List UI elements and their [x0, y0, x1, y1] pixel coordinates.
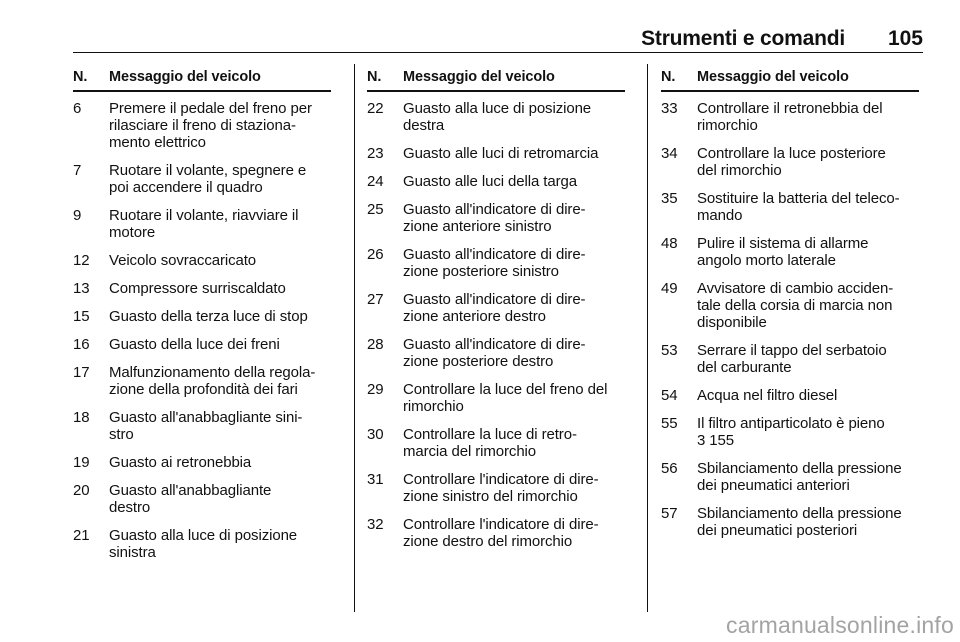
header-message: Messaggio del veicolo — [697, 69, 849, 85]
message-line: Guasto all'indicatore di dire- — [403, 291, 586, 308]
list-item — [661, 100, 919, 134]
message-number: 20 — [73, 482, 90, 499]
message-number: 18 — [73, 409, 90, 426]
column-divider — [647, 64, 648, 612]
message-line: zione posteriore sinistro — [403, 263, 559, 280]
column-header — [367, 68, 625, 92]
message-number: 6 — [73, 100, 82, 117]
message-line: zione destro del rimorchio — [403, 533, 573, 550]
message-number: 17 — [73, 364, 90, 381]
list-item — [661, 145, 919, 179]
message-number: 9 — [73, 207, 82, 224]
message-line: Controllare il retronebbia del — [697, 100, 883, 117]
message-line: Guasto ai retronebbia — [109, 454, 252, 471]
message-line: Compressore surriscaldato — [109, 280, 286, 297]
message-line: Guasto della luce dei freni — [109, 336, 280, 353]
message-line: Guasto della terza luce di stop — [109, 308, 308, 325]
message-line: Guasto all'indicatore di dire- — [403, 246, 586, 263]
message-text — [697, 280, 919, 331]
message-line: Guasto all'indicatore di dire- — [403, 336, 586, 353]
header-number: N. — [367, 69, 382, 85]
message-line: Ruotare il volante, spegnere e — [109, 162, 307, 179]
message-number: 13 — [73, 280, 90, 297]
message-number: 53 — [661, 342, 678, 359]
message-line: motore — [109, 224, 156, 241]
header-message: Messaggio del veicolo — [403, 69, 555, 85]
message-text — [109, 409, 331, 443]
message-number: 57 — [661, 505, 678, 522]
message-text — [109, 336, 331, 353]
list-item — [73, 308, 331, 325]
message-text — [403, 471, 625, 505]
message-number: 26 — [367, 246, 384, 263]
message-line: Sbilanciamento della pressione — [697, 505, 902, 522]
message-number: 34 — [661, 145, 678, 162]
message-line: rimorchio — [403, 398, 464, 415]
message-number: 25 — [367, 201, 384, 218]
list-item — [367, 336, 625, 370]
message-text — [403, 381, 625, 415]
list-item — [73, 162, 331, 196]
message-text — [697, 387, 919, 404]
message-number: 28 — [367, 336, 384, 353]
message-column — [367, 68, 625, 561]
message-text — [109, 454, 331, 471]
message-number: 29 — [367, 381, 384, 398]
message-number: 56 — [661, 460, 678, 477]
message-text — [403, 201, 625, 235]
message-text — [109, 100, 331, 151]
message-number: 16 — [73, 336, 90, 353]
message-line: Ruotare il volante, riavviare il — [109, 207, 299, 224]
list-item — [73, 409, 331, 443]
message-line: angolo morto laterale — [697, 252, 836, 269]
message-line: Premere il pedale del freno per — [109, 100, 312, 117]
message-line: Controllare l'indicatore di dire- — [403, 516, 599, 533]
message-number: 15 — [73, 308, 90, 325]
message-line: Avvisatore di cambio acciden- — [697, 280, 894, 297]
list-item — [73, 364, 331, 398]
message-text — [403, 145, 625, 162]
message-text — [697, 145, 919, 179]
watermark: carmanualsonline.info — [726, 612, 954, 638]
message-line: del carburante — [697, 359, 792, 376]
message-line: Guasto alla luce di posizione — [109, 527, 298, 544]
message-line: Controllare la luce del freno del — [403, 381, 608, 398]
message-line: Controllare l'indicatore di dire- — [403, 471, 599, 488]
message-text — [109, 162, 331, 196]
message-line: zione della profondità dei fari — [109, 381, 298, 398]
message-line: Controllare la luce posteriore — [697, 145, 886, 162]
message-text — [697, 460, 919, 494]
list-item — [73, 280, 331, 297]
page-title: Strumenti e comandi — [641, 27, 845, 50]
message-line: zione posteriore destro — [403, 353, 554, 370]
message-text — [697, 505, 919, 539]
message-line: stro — [109, 426, 134, 443]
message-line: Sbilanciamento della pressione — [697, 460, 902, 477]
list-item — [367, 471, 625, 505]
message-line: del rimorchio — [697, 162, 782, 179]
message-number: 48 — [661, 235, 678, 252]
message-line: tale della corsia di marcia non — [697, 297, 893, 314]
message-line: Guasto all'indicatore di dire- — [403, 201, 586, 218]
message-text — [403, 336, 625, 370]
list-item — [661, 235, 919, 269]
list-item — [73, 100, 331, 151]
column-divider — [354, 64, 355, 612]
message-number: 33 — [661, 100, 678, 117]
list-item — [73, 454, 331, 471]
message-text — [697, 235, 919, 269]
message-line: marcia del rimorchio — [403, 443, 537, 460]
message-line: destro — [109, 499, 151, 516]
page-number: 105 — [887, 27, 923, 50]
message-text — [697, 100, 919, 134]
page-header — [73, 28, 923, 53]
list-item — [367, 201, 625, 235]
message-text — [109, 527, 331, 561]
list-item — [73, 527, 331, 561]
message-line: Il filtro antiparticolato è pieno — [697, 415, 885, 432]
list-item — [367, 173, 625, 190]
message-number: 32 — [367, 516, 384, 533]
message-line: Guasto alle luci di retromarcia — [403, 145, 599, 162]
message-line: destra — [403, 117, 445, 134]
list-item — [661, 280, 919, 331]
message-number: 12 — [73, 252, 90, 269]
list-item — [73, 482, 331, 516]
message-line: zione anteriore sinistro — [403, 218, 552, 235]
message-line: mando — [697, 207, 743, 224]
message-line: dei pneumatici posteriori — [697, 522, 858, 539]
message-line: mento elettrico — [109, 134, 206, 151]
message-text — [109, 364, 331, 398]
column-header — [73, 68, 331, 92]
message-line: rilasciare il freno di staziona- — [109, 117, 296, 134]
message-text — [697, 415, 919, 449]
message-list — [661, 100, 919, 539]
column-header — [661, 68, 919, 92]
message-line: zione sinistro del rimorchio — [403, 488, 578, 505]
list-item — [367, 426, 625, 460]
list-item — [661, 415, 919, 449]
message-text — [109, 482, 331, 516]
message-text — [109, 207, 331, 241]
message-line: Acqua nel filtro diesel — [697, 387, 838, 404]
list-item — [73, 207, 331, 241]
list-item — [661, 505, 919, 539]
message-line: Malfunzionamento della regola- — [109, 364, 316, 381]
message-line: zione anteriore destro — [403, 308, 546, 325]
list-item — [661, 342, 919, 376]
message-text — [109, 280, 331, 297]
message-line: Controllare la luce di retro- — [403, 426, 577, 443]
message-line: Pulire il sistema di allarme — [697, 235, 869, 252]
message-column — [73, 68, 331, 572]
list-item — [367, 100, 625, 134]
message-text — [403, 426, 625, 460]
message-line: 3 155 — [697, 432, 735, 449]
message-number: 54 — [661, 387, 678, 404]
message-number: 35 — [661, 190, 678, 207]
list-item — [661, 460, 919, 494]
message-number: 19 — [73, 454, 90, 471]
message-text — [403, 291, 625, 325]
message-number: 27 — [367, 291, 384, 308]
message-line: poi accendere il quadro — [109, 179, 263, 196]
message-number: 31 — [367, 471, 384, 488]
message-number: 24 — [367, 173, 384, 190]
list-item — [73, 336, 331, 353]
list-item — [367, 291, 625, 325]
message-line: Guasto alle luci della targa — [403, 173, 577, 190]
header-message: Messaggio del veicolo — [109, 69, 261, 85]
message-text — [403, 246, 625, 280]
list-item — [367, 145, 625, 162]
message-list — [73, 100, 331, 561]
list-item — [661, 387, 919, 404]
message-line: rimorchio — [697, 117, 758, 134]
message-line: Guasto all'anabbagliante sini- — [109, 409, 303, 426]
message-text — [697, 342, 919, 376]
message-number: 23 — [367, 145, 384, 162]
message-list — [367, 100, 625, 550]
message-line: Guasto all'anabbagliante — [109, 482, 272, 499]
message-text — [109, 252, 331, 269]
message-column — [661, 68, 919, 550]
list-item — [367, 381, 625, 415]
message-line: sinistra — [109, 544, 156, 561]
message-line: disponibile — [697, 314, 767, 331]
message-text — [109, 308, 331, 325]
header-number: N. — [661, 69, 676, 85]
message-text — [697, 190, 919, 224]
message-number: 49 — [661, 280, 678, 297]
list-item — [367, 516, 625, 550]
message-line: Guasto alla luce di posizione — [403, 100, 592, 117]
message-line: dei pneumatici anteriori — [697, 477, 850, 494]
list-item — [661, 190, 919, 224]
message-line: Veicolo sovraccaricato — [109, 252, 257, 269]
message-text — [403, 173, 625, 190]
message-number: 7 — [73, 162, 82, 179]
header-number: N. — [73, 69, 88, 85]
message-number: 30 — [367, 426, 384, 443]
list-item — [367, 246, 625, 280]
message-line: Sostituire la batteria del teleco- — [697, 190, 900, 207]
message-number: 21 — [73, 527, 90, 544]
message-text — [403, 100, 625, 134]
list-item — [73, 252, 331, 269]
message-text — [403, 516, 625, 550]
message-number: 22 — [367, 100, 384, 117]
message-number: 55 — [661, 415, 678, 432]
message-line: Serrare il tappo del serbatoio — [697, 342, 887, 359]
